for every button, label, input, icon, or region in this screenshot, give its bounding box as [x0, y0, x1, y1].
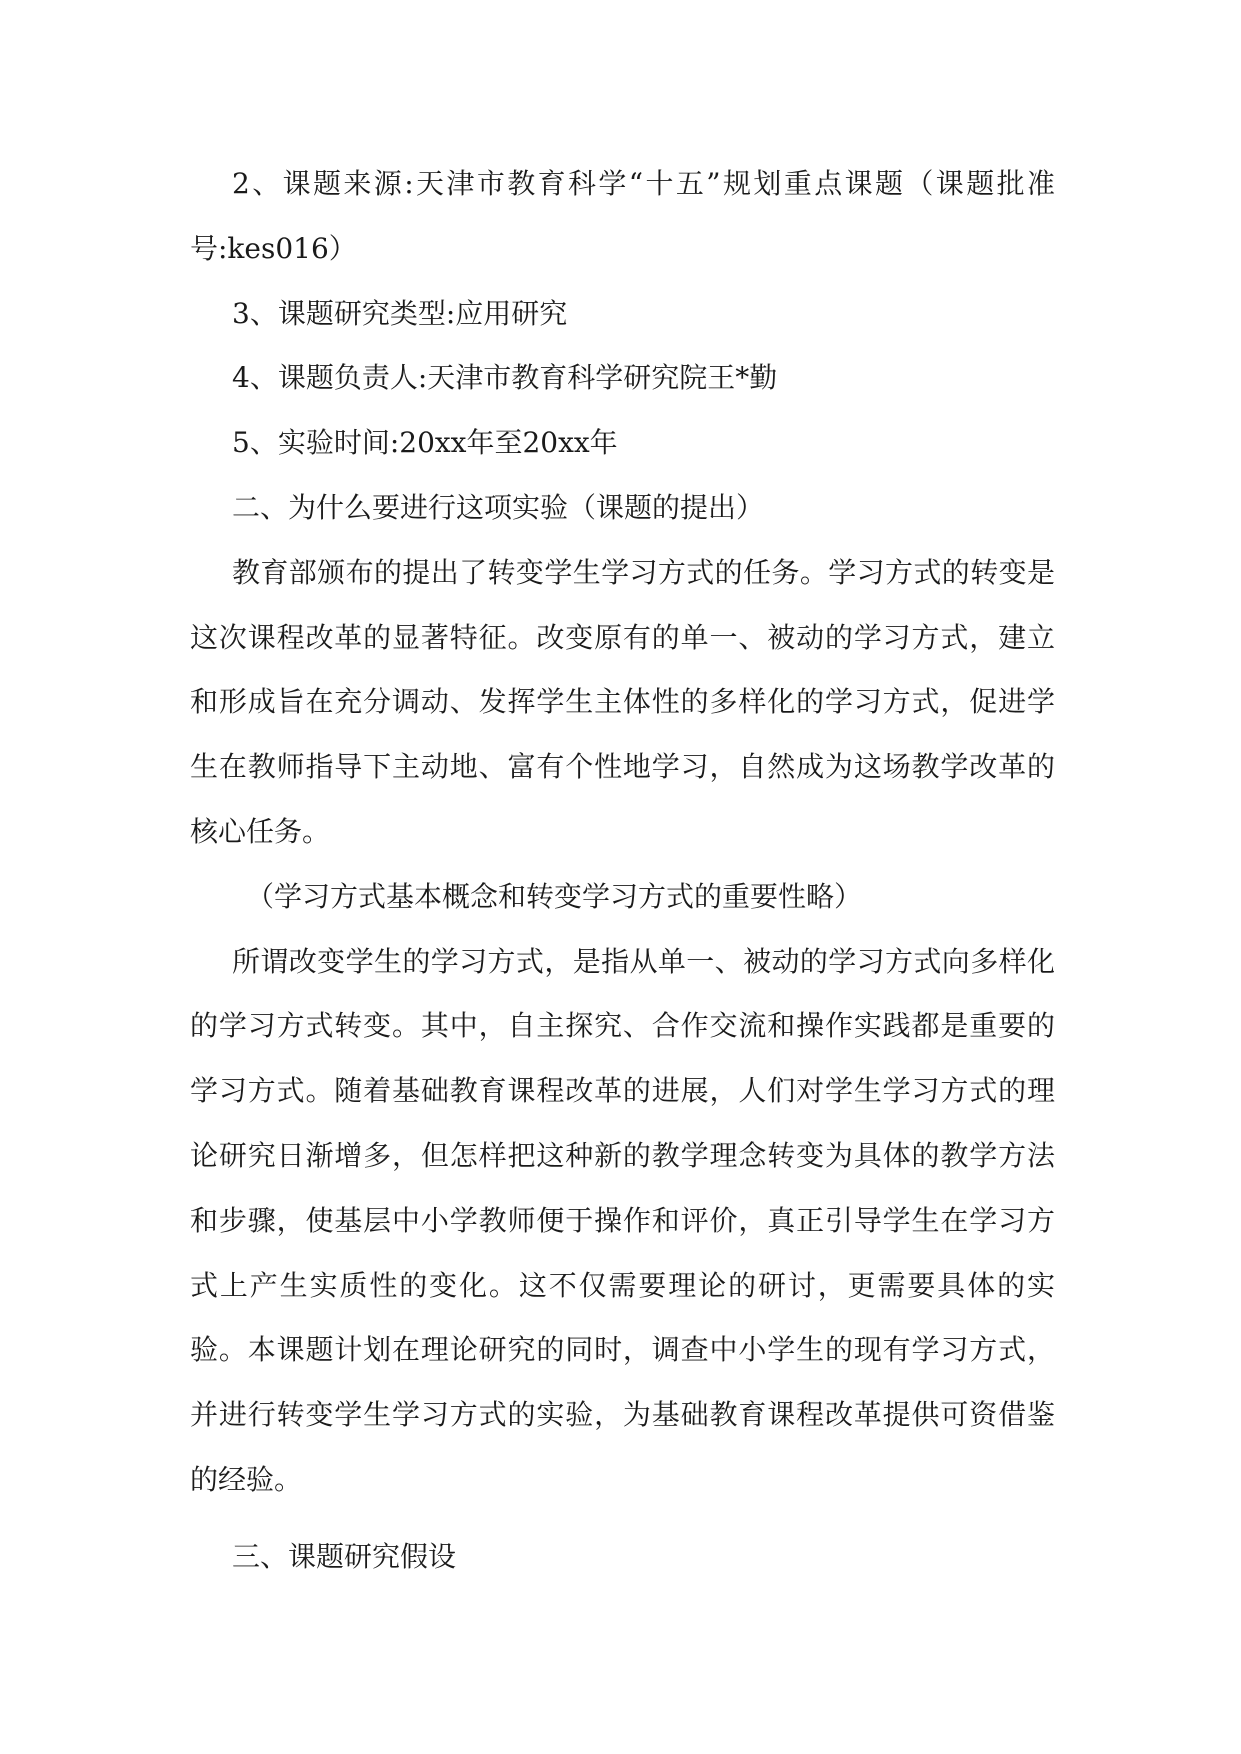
paragraph-experiment-period: 5、实验时间:20xx年至20xx年: [232, 426, 618, 460]
paragraph-ministry-task: 教育部颁布的提出了转变学生学习方式的任务。学习方式的转变是这次课程改革的显著特征。改变原有的单一、被动的学习方式，建立和形成旨在充分调动、发挥学生主体性的多样化的学习方式，促进学生在教师指导下主动地、富有个性地学习，自然成为这场教学改革的核心任务。: [190, 555, 1055, 848]
paragraph-omitted-note: （学习方式基本概念和转变学习方式的重要性略）: [246, 879, 863, 913]
paragraph-learning-style-change: 所谓改变学生的学习方式，是指从单一、被动的学习方式向多样化的学习方式转变。其中，自主探究、合作交流和操作实践都是重要的学习方式。随着基础教育课程改革的进展，人们对学生学习方式的理论研究日渐增多，但怎样把这种新的教学理念转变为具体的教学方法和步骤，使基层中小学教师便于操作和评价，真正引导学生在学习方式上产生实质性的变化。这不仅需要理论的研讨，更需要具体的实验。本课题计划在理论研究的同时，调查中小学生的现有学习方式，并进行转变学生学习方式的实验，为基础教育课程改革提供可资借鉴的经验。: [190, 944, 1055, 1496]
section-heading-rationale: 二、为什么要进行这项实验（课题的提出）: [232, 490, 765, 524]
document-page: [190, 152, 1055, 1590]
paragraph-research-type: 3、课题研究类型:应用研究: [232, 296, 568, 330]
section-heading-hypothesis: 三、课题研究假设: [232, 1539, 457, 1573]
paragraph-project-leader: 4、课题负责人:天津市教育科学研究院王*勤: [232, 361, 778, 395]
paragraph-topic-source: 2、课题来源:天津市教育科学“十五”规划重点课题（课题批准号:kes016）: [190, 167, 1055, 265]
